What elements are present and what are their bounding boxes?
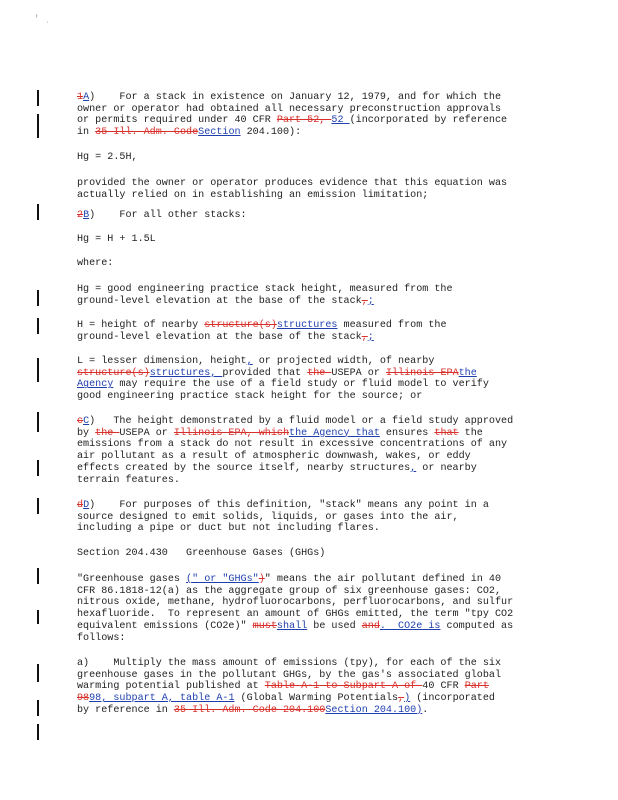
change-bar — [37, 318, 39, 334]
paragraph-a: 1A) For a stack in existence on January 12, 1979, and for which the owner or operator had obtained all necessary preconstruction approvals or permits required under 40 CFR Part 52, 52 (incorporated by reference in 35 Ill. Adm. CodeSection 204.100): — [77, 92, 508, 139]
change-bar — [37, 114, 39, 138]
change-bar — [37, 664, 39, 682]
equation-hg-2: Hg = H + 1.5L — [77, 234, 156, 245]
change-bar — [37, 610, 39, 624]
paragraph-c: cC) The height demonstrated by a fluid model or a field study approved by the USEPA or Illinois EPA, whichthe Agency that ensures that the emissions from a stack do not result in excessive concentrations of any air pollutant as a result of atmospheric downwash, wakes, or eddy effects created by the source itself, nearby structures, or nearby terrain features. — [77, 416, 514, 486]
paragraph-d: dD) For purposes of this definition, "stack" means any point in a source designed to emit solids, liquids, or gases into the air, including a pipe or duct but not including flares. — [77, 500, 489, 535]
ghg-definition: "Greenhouse gases (" or "GHGs")" means the air pollutant defined in 40 CFR 86.1818-12(a) as the aggregate group of six greenhouse gases: CO2, nitrous oxide, methane, hydrofluorocarbons, perfluorocarbons, and sulfur hexafluoride. To represent an amount of GHGs emitted, the term "tpy CO2 equivalent emissions (CO2e)" mustshall be used and. CO2e is computed as follows: — [77, 574, 514, 644]
paragraph-a-multiply: a) Multiply the mass amount of emissions (tpy), for each of the six greenhouse gases in the pollutant GHGs, by the gas's associated global warming potential published at Table A-1 to Subpart A of 40 CFR Part 9898, subpart A, table A-1 (Global Warming Potentials,) (incorporated by reference in 35 Ill. Adm. Code 204.100Section 204.100). — [77, 658, 502, 716]
change-bar — [37, 204, 39, 220]
definition-l: L = lesser dimension, height, or projected width, of nearby structure(s)structures, provided that the USEPA or Illinois EPAthe Agency may require the use of a field study or fluid model to verify good engineering practice stack height for the source; or — [77, 356, 489, 403]
change-bar — [37, 460, 39, 476]
change-bar — [37, 412, 39, 432]
where-label: where: — [77, 258, 114, 269]
scan-specks: ' ˌ — [34, 14, 51, 24]
paragraph-b: 2B) For all other stacks: — [77, 210, 247, 221]
change-bar — [37, 290, 39, 306]
provided-clause: provided the owner or operator produces evidence that this equation was actually relied on in establishing an emission limitation; — [77, 178, 508, 201]
definition-h: H = height of nearby structure(s)structures measured from the ground-level elevation at the base of the stack,; — [77, 320, 447, 343]
change-bar — [37, 358, 39, 382]
change-bar — [37, 568, 39, 584]
change-bar — [37, 724, 39, 740]
change-bar — [37, 700, 39, 716]
definition-hg: Hg = good engineering practice stack height, measured from the ground-level elevation at the base of the stack,; — [77, 284, 453, 307]
section-heading: Section 204.430 Greenhouse Gases (GHGs) — [77, 548, 326, 559]
equation-hg: Hg = 2.5H, — [77, 152, 138, 163]
change-bar — [37, 90, 39, 106]
change-bar — [37, 498, 39, 514]
